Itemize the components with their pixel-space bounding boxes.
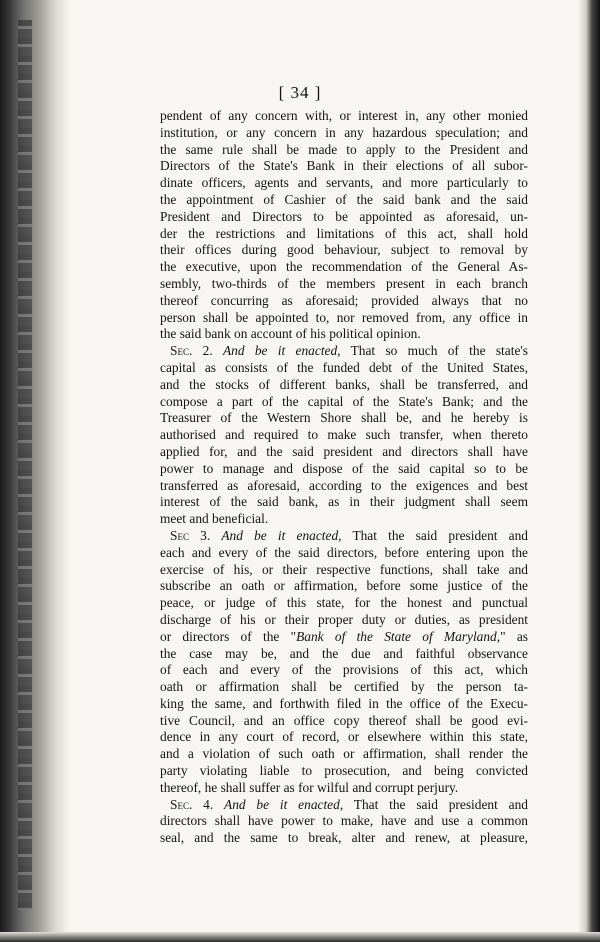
enacting-clause: And be it enacted, xyxy=(222,343,341,359)
text-line xyxy=(160,629,528,646)
bank-name: Bank of the State of Maryland, xyxy=(296,628,501,644)
text-line: capital as consists of the funded debt of the United States, xyxy=(160,359,528,375)
section-number: Sec 3. xyxy=(170,527,211,543)
text-line: thereof concurring as aforesaid; provided always that no xyxy=(160,292,528,308)
text-line: and the stocks of different banks, shall be transferred, and xyxy=(160,376,528,392)
text-line: discharge of his or their proper duty or duties, as president xyxy=(160,611,528,627)
page-edge-shadow xyxy=(578,0,600,942)
text-line: the executive, upon the recommendation of the General As- xyxy=(160,259,528,275)
text-line: authorised and required to make such transfer, when thereto xyxy=(160,427,528,443)
text-line: peace, or judge of this state, for the honest and punctual xyxy=(160,595,528,611)
text-line: the case may be, and the due and faithful observance xyxy=(160,645,528,661)
enacting-clause: And be it enacted, xyxy=(221,527,342,543)
line-text: or directors of the " xyxy=(160,628,297,644)
text-line: transferred as aforesaid, according to the exigences and best xyxy=(160,477,528,493)
text-line: person shall be appointed to, nor removed from, any office in xyxy=(160,309,528,325)
text-line: the appointment of Cashier of the said bank and the said xyxy=(160,191,528,207)
text-line: compose a part of the capital of the State's Bank; and the xyxy=(160,393,528,409)
text-line: institution, or any concern in any hazardous speculation; and xyxy=(160,124,528,140)
text-line: thereof, he shall suffer as for wilful and corrupt perjury. xyxy=(160,779,459,795)
line-text: That so much of the state's xyxy=(350,343,529,359)
section-number: Sec. 4. xyxy=(170,796,214,812)
text-line xyxy=(160,528,528,545)
text-line: subscribe an oath or affirmation, before some justice of the xyxy=(160,578,528,594)
text-line: pendent of any concern with, or interest in, any other monied xyxy=(160,108,528,123)
text-line: party violating liable to prosecution, and being convicted xyxy=(160,763,528,779)
text-line: applied for, and the said president and directors shall have xyxy=(160,443,528,459)
text-line: the said bank on account of his political opinion. xyxy=(160,326,421,342)
line-text: " as xyxy=(500,628,529,644)
text-line: the same rule shall be made to apply to the President and xyxy=(160,141,528,157)
text-line: each and every of the said directors, before entering upon the xyxy=(160,544,528,560)
text-line: exercise of his, or their respective functions, shall take and xyxy=(160,561,528,577)
line-text: That the said president and xyxy=(352,527,529,543)
text-line: dinate officers, agents and servants, and more particularly to xyxy=(160,175,528,191)
text-line: President and Directors to be appointed as aforesaid, un- xyxy=(160,208,528,224)
text-line: tive Council, and an office copy thereof shall be good evi- xyxy=(160,712,528,728)
text-line: of each and every of the provisions of this act, which xyxy=(160,662,528,678)
text-line: der the restrictions and limitations of this act, shall hold xyxy=(160,225,528,241)
text-line: dence in any court of record, or elsewhere within this state, xyxy=(160,729,528,745)
section-number: Sec. 2. xyxy=(170,343,213,359)
text-line: meet and beneficial. xyxy=(160,511,269,527)
page-number: [ 34 ] xyxy=(278,83,322,102)
body-text xyxy=(160,108,528,847)
text-line xyxy=(160,343,528,360)
text-line: their offices during good behaviour, subject to removal by xyxy=(160,242,528,258)
text-line: king the same, and forthwith filed in the office of the Execu- xyxy=(160,695,528,711)
text-line: oath or affirmation shall be certified by the person ta- xyxy=(160,679,528,695)
text-line xyxy=(160,797,528,814)
text-line: seal, and the same to break, alter and renew, at pleasure, xyxy=(160,830,528,846)
text-line: Treasurer of the Western Shore shall be, and he hereby is xyxy=(160,410,528,426)
text-line: directors shall have power to make, have and use a common xyxy=(160,813,528,829)
enacting-clause: And be it enacted, xyxy=(224,796,344,812)
text-line: and a violation of such oath or affirmation, shall render the xyxy=(160,746,528,762)
line-text: That the said president and xyxy=(353,796,528,812)
page-bottom-edge xyxy=(0,932,600,942)
text-line: interest of the said bank, as in their judgment shall seem xyxy=(160,494,528,510)
text-line: sembly, two-thirds of the members present in each branch xyxy=(160,275,528,291)
text-line: power to manage and dispose of the said capital so to be xyxy=(160,460,528,476)
book-binding-shadow xyxy=(0,0,70,942)
text-line: Directors of the State's Bank in their elections of all subor- xyxy=(160,158,528,174)
